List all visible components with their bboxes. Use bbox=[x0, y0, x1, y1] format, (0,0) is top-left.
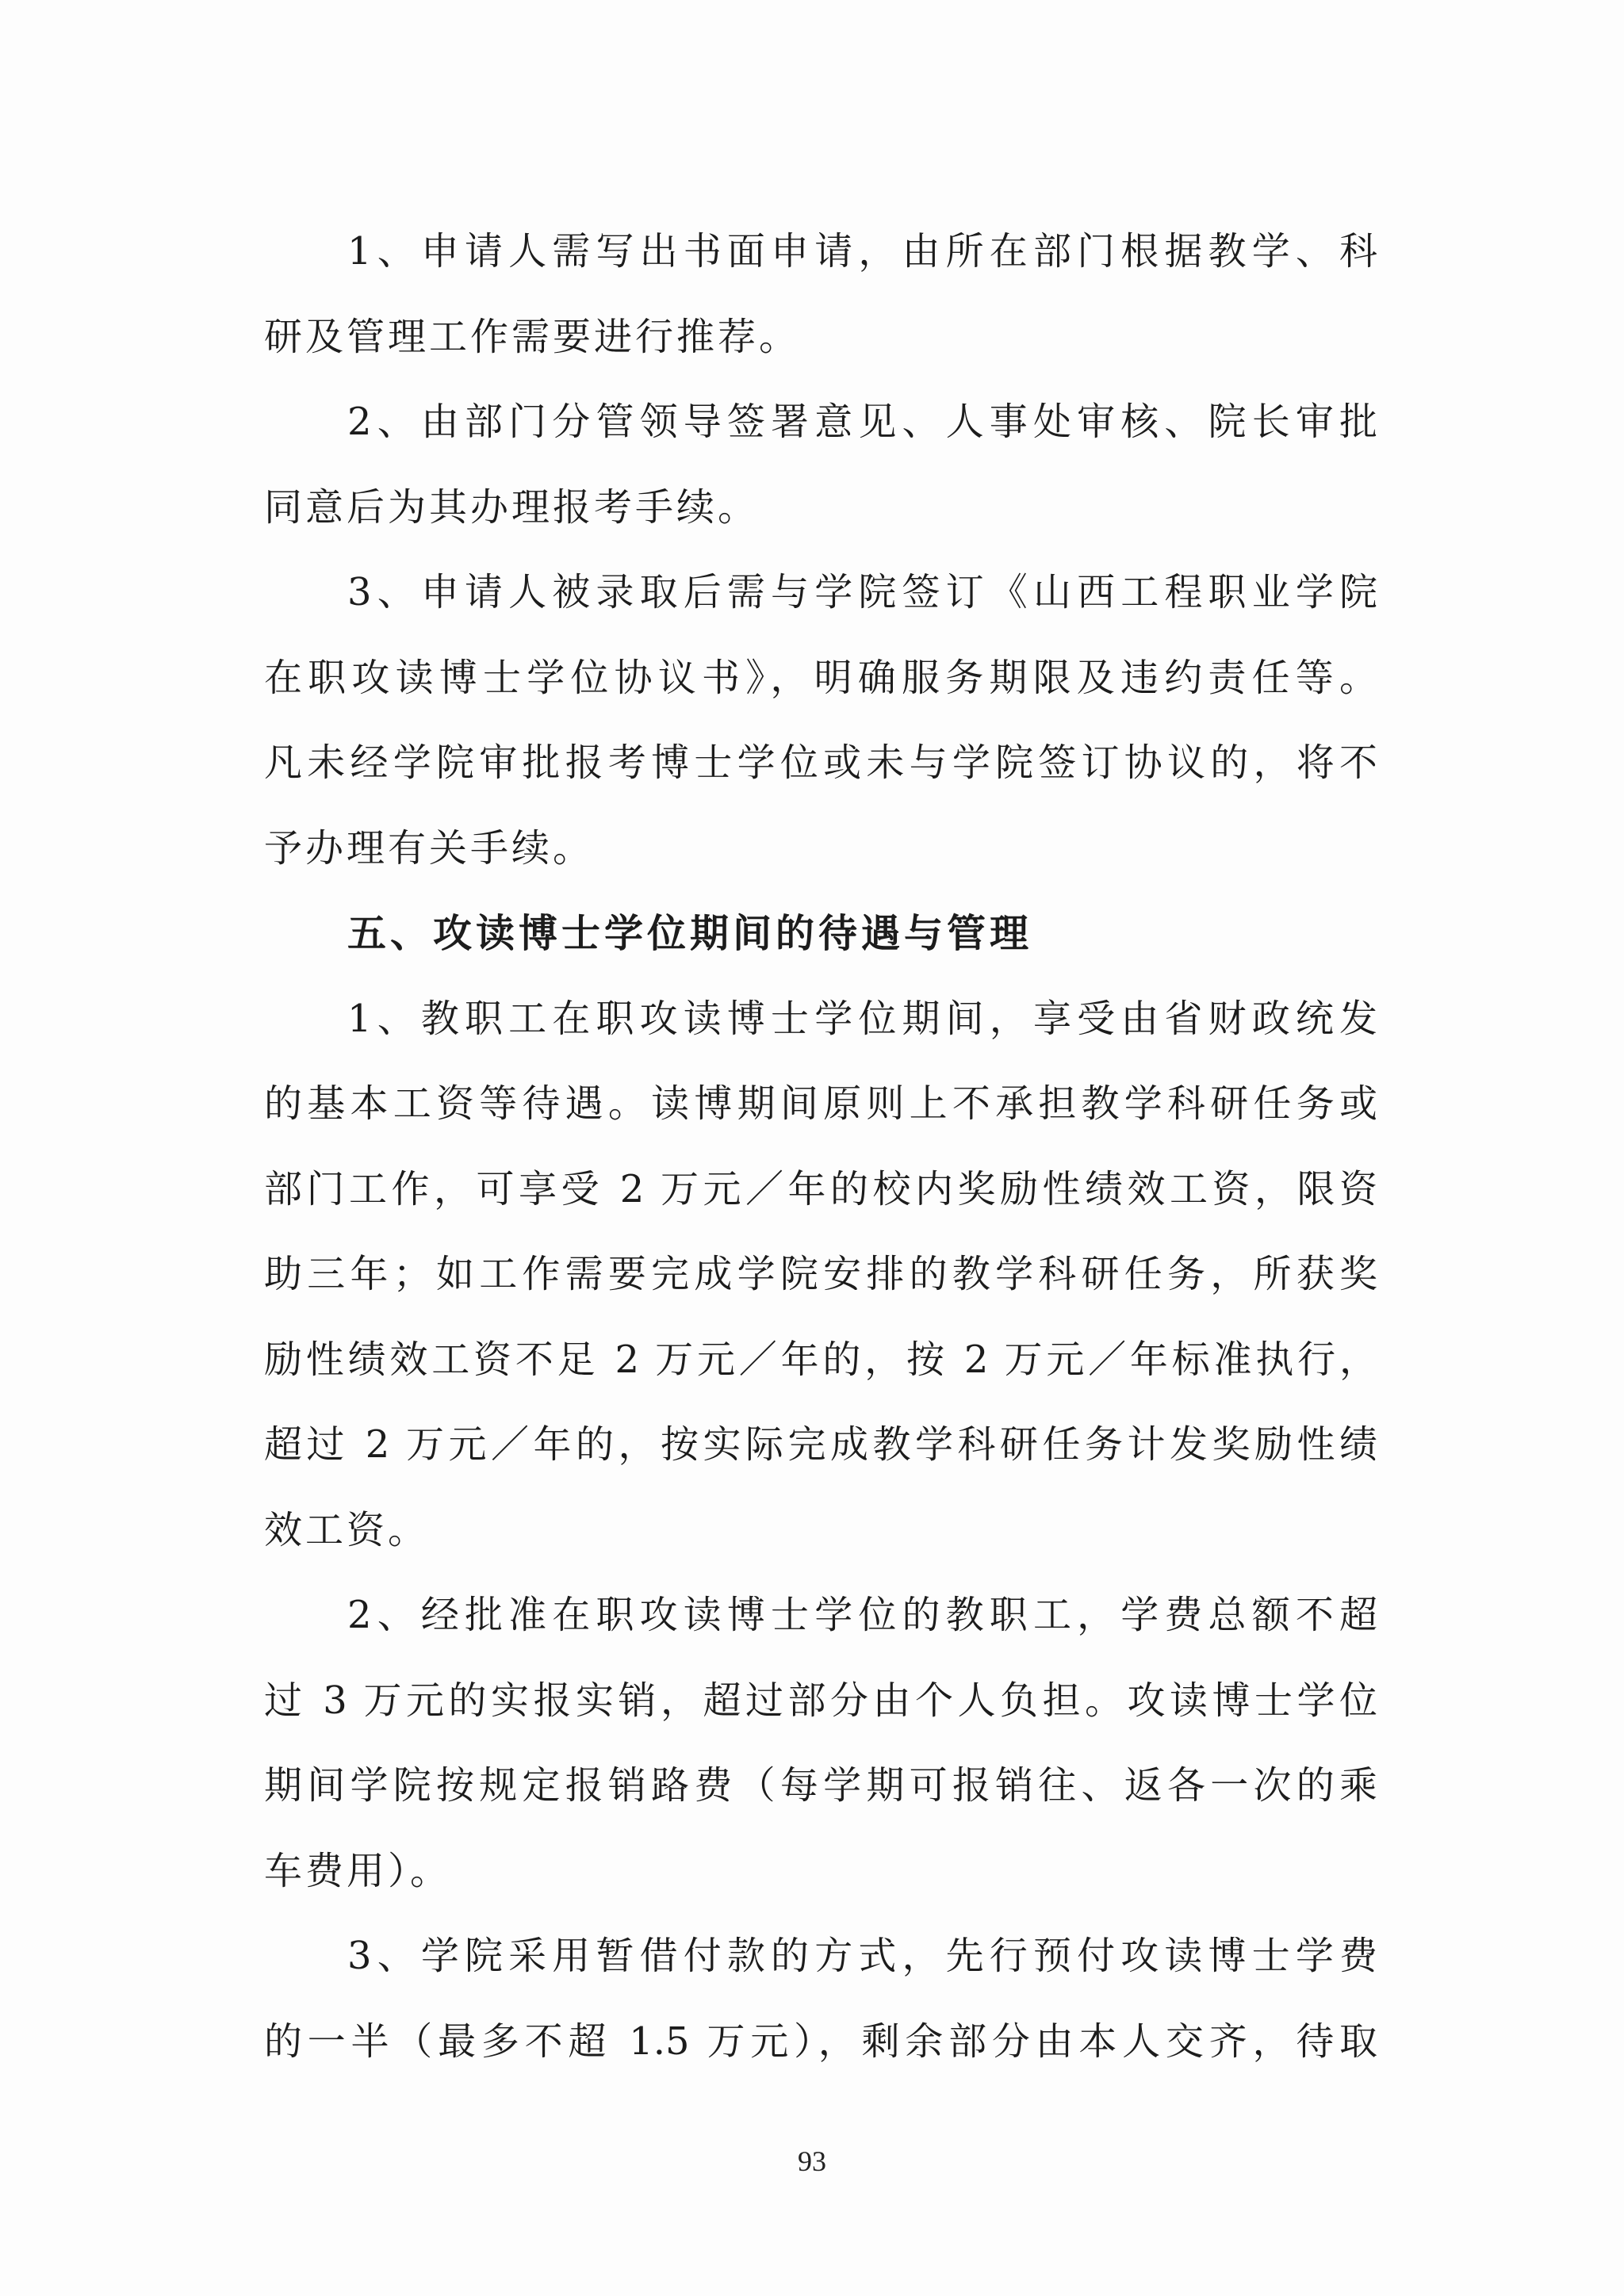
paragraph-4-2 bbox=[264, 380, 1377, 550]
body-text bbox=[264, 209, 1377, 2084]
paragraph-line: 车费用）。 bbox=[264, 1848, 452, 1893]
paragraph-line: 在职攻读博士学位协议书》，明确服务期限及违约责任等。 bbox=[264, 655, 1377, 700]
paragraph-line: 部门工作，可享受 2 万元／年的校内奖励性绩效工资，限资 bbox=[264, 1166, 1377, 1211]
paragraph-line: 3、申请人被录取后需与学院签订《山西工程职业学院 bbox=[347, 570, 1377, 614]
paragraph-line: 励性绩效工资不足 2 万元／年的，按 2 万元／年标准执行， bbox=[264, 1337, 1377, 1382]
paragraph-5-3 bbox=[264, 1914, 1377, 2084]
paragraph-line: 过 3 万元的实报实销，超过部分由个人负担。攻读博士学位 bbox=[264, 1678, 1377, 1723]
paragraph-line: 同意后为其办理报考手续。 bbox=[264, 484, 760, 530]
paragraph-line: 凡未经学院审批报考博士学位或未与学院签订协议的，将不 bbox=[264, 740, 1377, 785]
paragraph-line: 2、由部门分管领导签署意见、人事处审核、院长审批 bbox=[347, 400, 1377, 444]
paragraph-line: 的一半（最多不超 1.5 万元），剩余部分由本人交齐，待取 bbox=[264, 2019, 1377, 2064]
section-heading-text: 五、攻读博士学位期间的待遇与管理 bbox=[347, 911, 1033, 956]
paragraph-line: 2、经批准在职攻读博士学位的教职工，学费总额不超 bbox=[347, 1593, 1377, 1637]
paragraph-5-2 bbox=[264, 1573, 1377, 1914]
page-number: 93 bbox=[798, 2145, 826, 2177]
paragraph-line: 1、申请人需写出书面申请，由所在部门根据教学、科 bbox=[347, 229, 1377, 274]
paragraph-line: 的基本工资等待遇。读博期间原则上不承担教学科研任务或 bbox=[264, 1081, 1377, 1126]
paragraph-5-1 bbox=[264, 977, 1377, 1574]
paragraph-line: 予办理有关手续。 bbox=[264, 825, 595, 871]
paragraph-line: 1、教职工在职攻读博士学位期间，享受由省财政统发 bbox=[347, 996, 1377, 1041]
section-heading bbox=[264, 891, 1377, 977]
paragraph-line: 助三年；如工作需要完成学院安排的教学科研任务，所获奖 bbox=[264, 1252, 1377, 1296]
paragraph-line: 效工资。 bbox=[264, 1507, 430, 1552]
paragraph-line: 超过 2 万元／年的，按实际完成教学科研任务计发奖励性绩 bbox=[264, 1422, 1377, 1467]
paragraph-line: 研及管理工作需要进行推荐。 bbox=[264, 314, 801, 359]
paragraph-line: 期间学院按规定报销路费（每学期可报销往、返各一次的乘 bbox=[264, 1763, 1377, 1808]
paragraph-line: 3、学院采用暂借付款的方式，先行预付攻读博士学费 bbox=[347, 1934, 1377, 1978]
paragraph-4-1 bbox=[264, 209, 1377, 380]
paragraph-4-3 bbox=[264, 550, 1377, 891]
